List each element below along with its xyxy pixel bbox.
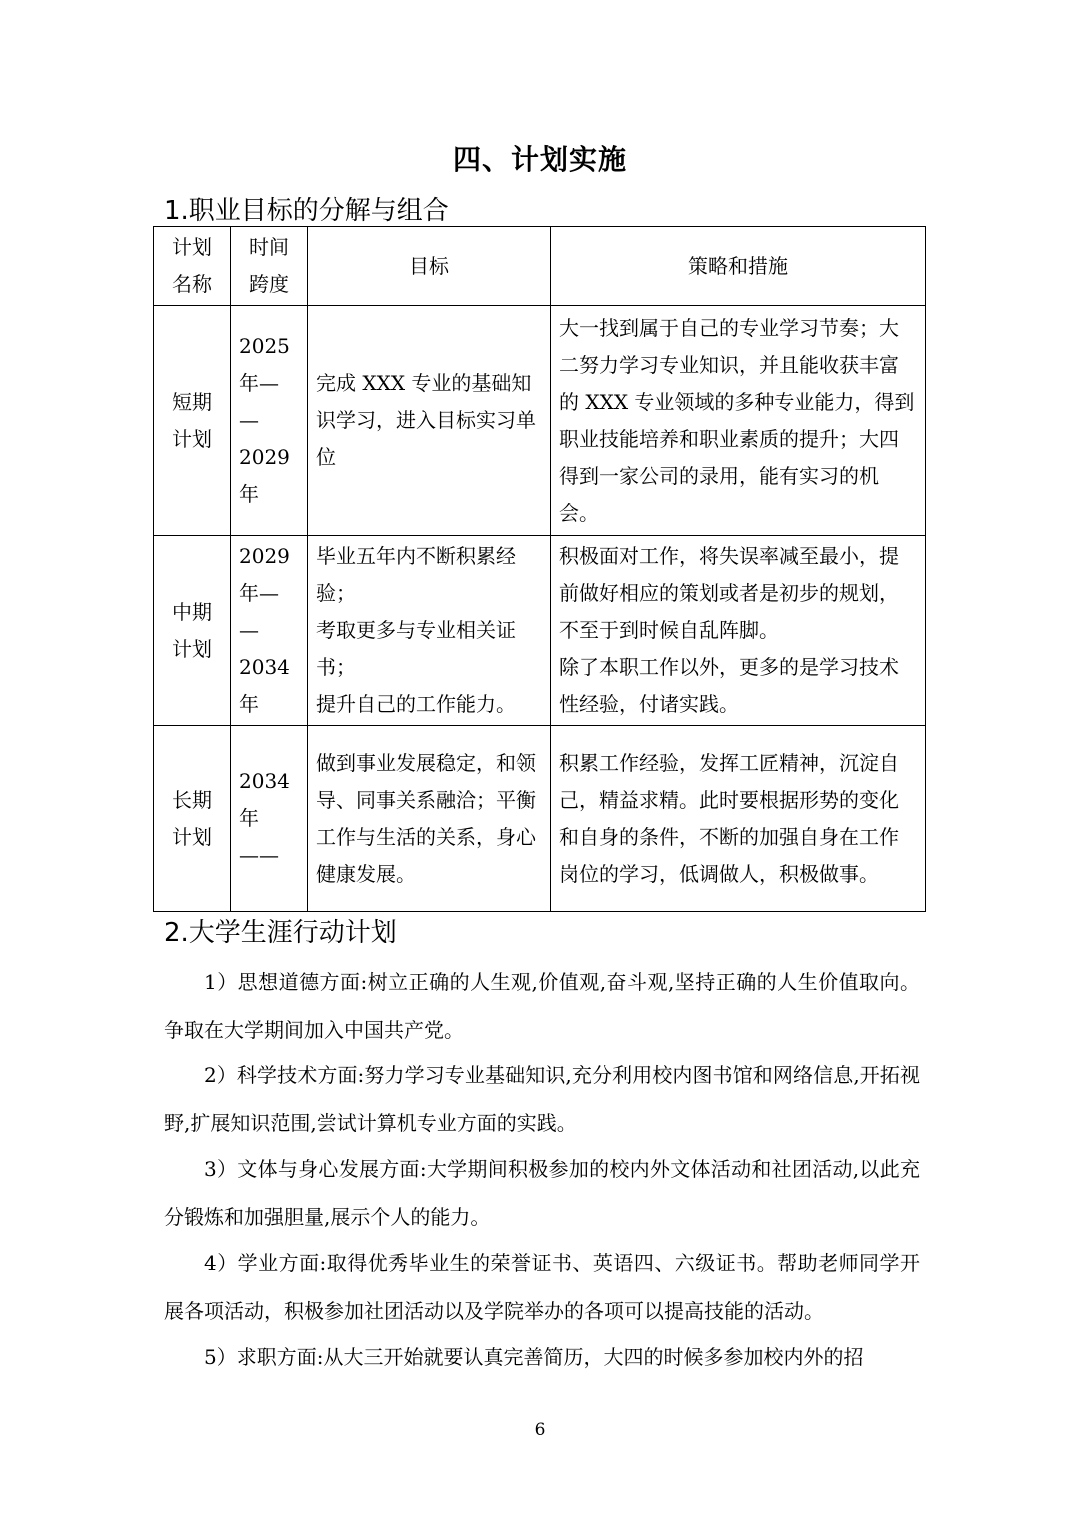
paragraph-moral: 1）思想道德方面:树立正确的人生观,价值观,奋斗观,坚持正确的人生价值取向。争取在大学期间加入中国共产党。 (164, 970, 920, 1042)
plan-name: 长期 计划 (154, 726, 231, 912)
header-strategy: 策略和措施 (551, 227, 926, 306)
time-span: 2034 年 —— (231, 726, 308, 912)
career-plan-table (153, 226, 926, 912)
strategy-cell: 积极面对工作，将失误率减至最小，提前做好相应的策划或者是初步的规划，不至于到时候自乱阵脚。 除了本职工作以外，更多的是学习技术性经验，付诸实践。 (551, 536, 926, 726)
goal-cell: 毕业五年内不断积累经验； 考取更多与专业相关证书； 提升自己的工作能力。 (308, 536, 551, 726)
page-title: 四、计划实施 (452, 143, 627, 176)
strategy-cell: 积累工作经验，发挥工匠精神，沉淀自己，精益求精。此时要根据形势的变化和自身的条件，不断的加强自身在工作岗位的学习，低调做人，积极做事。 (551, 726, 926, 912)
header-goal: 目标 (308, 227, 551, 306)
plan-name: 中期 计划 (154, 536, 231, 726)
page-number: 6 (534, 1420, 546, 1440)
table-header-row (154, 227, 926, 306)
section-heading-career-goals: 1.职业目标的分解与组合 (164, 196, 449, 226)
goal-cell: 完成 XXX 专业的基础知识学习，进入目标实习单位 (308, 306, 551, 536)
paragraph-science: 2）科学技术方面:努力学习专业基础知识,充分利用校内图书馆和网络信息,开拓视野,扩展知识范围,尝试计算机专业方面的实践。 (164, 1063, 920, 1135)
section-heading-action-plan: 2.大学生涯行动计划 (164, 918, 397, 948)
time-span: 2025 年— — 2029 年 (231, 306, 308, 536)
table-row (154, 536, 926, 726)
plan-name: 短期 计划 (154, 306, 231, 536)
header-plan-name: 计划 名称 (154, 227, 231, 306)
paragraph-culture: 3）文体与身心发展方面:大学期间积极参加的校内外文体活动和社团活动,以此充分锻炼和加强胆量,展示个人的能力。 (164, 1157, 920, 1229)
table-row (154, 726, 926, 912)
paragraph-job-hunting: 5）求职方面:从大三开始就要认真完善简历，大四的时候多参加校内外的招 (204, 1345, 864, 1369)
goal-cell: 做到事业发展稳定，和领导、同事关系融洽；平衡工作与生活的关系，身心健康发展。 (308, 726, 551, 912)
table-row (154, 306, 926, 536)
time-span: 2029 年— — 2034 年 (231, 536, 308, 726)
strategy-cell: 大一找到属于自己的专业学习节奏；大二努力学习专业知识，并且能收获丰富的 XXX 专业领域的多种专业能力，得到职业技能培养和职业素质的提升；大四得到一家公司的录用，能有实习的机会。 (551, 306, 926, 536)
header-time-span: 时间 跨度 (231, 227, 308, 306)
paragraph-academics: 4）学业方面:取得优秀毕业生的荣誉证书、英语四、六级证书。帮助老师同学开展各项活动，积极参加社团活动以及学院举办的各项可以提高技能的活动。 (164, 1251, 920, 1323)
